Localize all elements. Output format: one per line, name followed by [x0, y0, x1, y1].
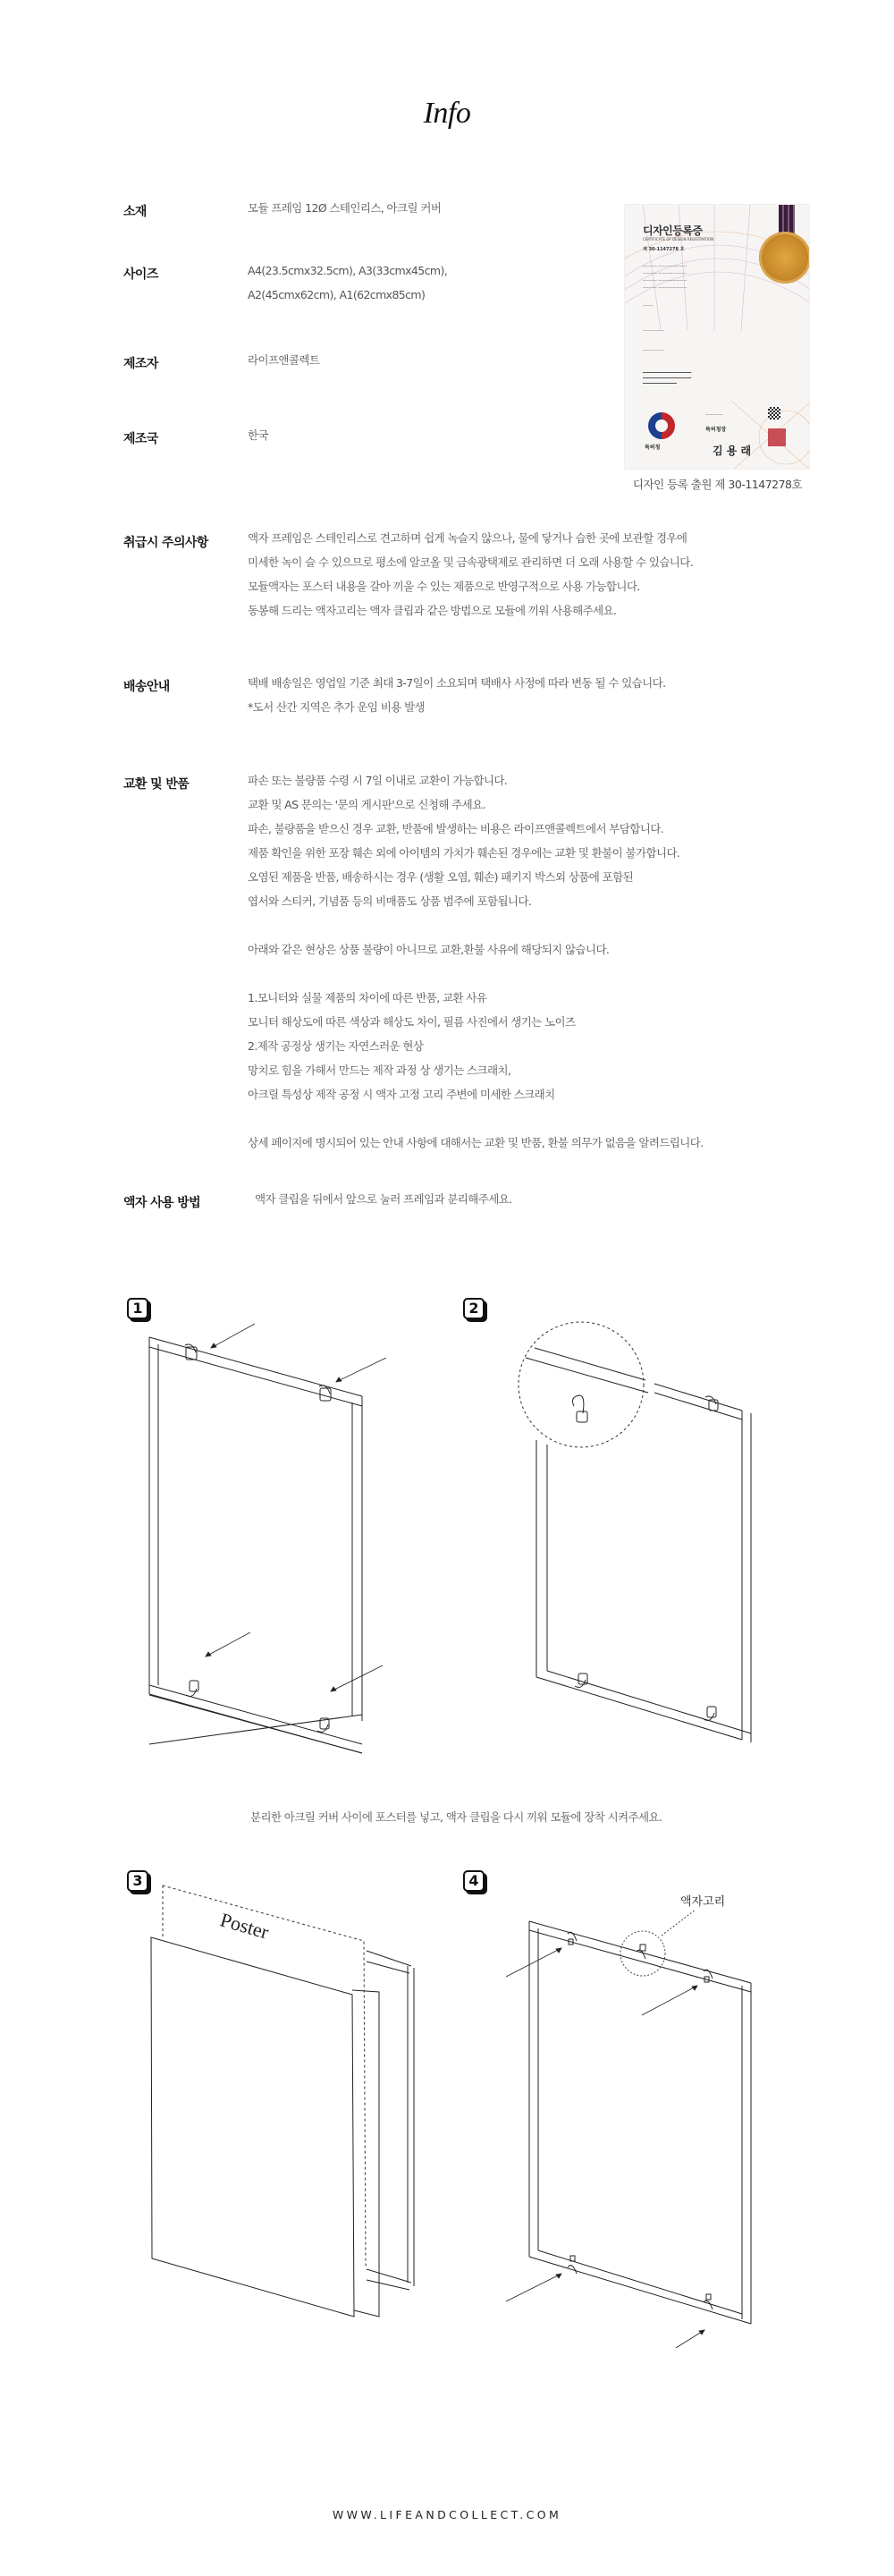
step-1-badge: 1	[127, 1298, 148, 1319]
spec-label-size: 사이즈	[123, 267, 158, 282]
certificate-heading: 디자인등록증	[643, 225, 703, 237]
section-label-shipping: 배송안내	[123, 680, 170, 694]
poster-insert-illustration	[107, 1860, 429, 2361]
certificate-issuer: 특허청	[645, 445, 661, 451]
spec-label-manufacturer: 제조자	[123, 357, 158, 371]
step-1-diagram	[107, 1279, 411, 1780]
footer-website-link[interactable]: WWW.LIFEANDCOLLECT.COM	[332, 2508, 562, 2521]
certificate-signature: 김 용 래	[713, 445, 752, 457]
spec-value-size: A4(23.5cmx32.5cm), A3(33cmx45cm), A2(45cmx62cm), A1(62cmx85cm)	[248, 264, 448, 301]
kipo-logo-icon	[648, 412, 675, 439]
step-4-badge: 4	[463, 1870, 485, 1892]
clip-detail-illustration	[447, 1279, 769, 1780]
section-text-handling: 액자 프레임은 스테인리스로 견고하며 쉽게 녹슬지 않으나, 물에 닿거나 습한 곳에 보관할 경우에 미세한 녹이 슬 수 있으므로 평소에 알코올 및 금속광택제로 관리하면 더 오래 사용할 수 있습니다. 모듈액자는 포스터 내용을 갈아 끼울 수 있는 제품으로 반영구적으로 사용 가능합니다. 동봉해 드리는 액자고리는 액자 클립과 같은 방법으로 모듈에 끼워 사용해주세요.	[248, 531, 694, 617]
design-registration-certificate: 디자인등록증 CERTIFICATE OF DESIGN REGISTRATION 제 30-1147278 호 ———— ———————— ———— ———————— ———— ———————— ———— ———————— ——— —————— —————— ━━━━━━━━━━━━━━━━━━━━ ━━━━━━━━━━━━━━━━━━━━ ━━━━━━━━━━━━━━ 특허청 ————— 특허청장 김 용 래	[624, 204, 810, 470]
frame-clip-removal-illustration	[107, 1279, 411, 1780]
frame-with-hook-illustration	[447, 1860, 769, 2361]
step-3-badge: 3	[127, 1870, 148, 1892]
spec-value-country: 한국	[248, 428, 268, 442]
certificate-registration-no: 제 30-1147278 호	[643, 247, 685, 252]
step-3-4-caption: 분리한 아크릴 커버 사이에 포스터를 넣고, 액자 클립을 다시 끼워 모듈에 장착 시켜주세요.	[250, 1810, 662, 1824]
official-stamp-icon	[768, 428, 786, 446]
hook-label: 액자고리	[680, 1895, 726, 1909]
page-title: Info	[423, 97, 471, 130]
step-2-badge: 2	[463, 1298, 485, 1319]
step-4-diagram	[447, 1860, 769, 2361]
section-text-shipping: 택배 배송일은 영업일 기준 최대 3-7일이 소요되며 택배사 사정에 따라 변동 될 수 있습니다. *도서 산간 지역은 추가 운임 비용 발생	[248, 676, 666, 714]
certificate-date: —————	[705, 412, 723, 417]
certificate-commissioner: 특허청장	[705, 427, 727, 433]
spec-label-country: 제조국	[123, 432, 158, 446]
gold-seal-icon	[759, 232, 810, 284]
spec-value-manufacturer: 라이프앤콜렉트	[248, 353, 320, 367]
zoom-circle	[519, 1322, 644, 1447]
certificate-subheading: CERTIFICATE OF DESIGN REGISTRATION	[643, 237, 714, 242]
section-label-handling: 취급시 주의사항	[123, 536, 208, 550]
certificate-statement: ━━━━━━━━━━━━━━━━━━━━ ━━━━━━━━━━━━━━━━━━━━ ━━━━━━━━━━━━━━	[643, 371, 692, 386]
qr-code-icon	[768, 407, 780, 419]
section-label-usage: 액자 사용 방법	[123, 1196, 201, 1210]
spec-label-material: 소재	[123, 205, 147, 219]
certificate-caption: 디자인 등록 출원 제 30-1147278호	[632, 478, 803, 491]
section-text-returns: 파손 또는 불량품 수령 시 7일 이내로 교환이 가능합니다. 교환 및 AS 문의는 '문의 게시판'으로 신청해 주세요. 파손, 불량품을 받으신 경우 교환, 반품에 발생하는 비용은 라이프앤콜렉트에서 부담합니다. 제품 확인을 위한 포장 훼손 외에 아이템의 가치가 훼손된 경우에는 교환 및 환불이 불가합니다. 오염된 제품을 반품, 배송하시는 경우 (생활 오염, 훼손) 패키지 박스외 상품에 포함된 엽서와 스티커, 기념품 등의 비매품도 상품 범주에 포함됩니다. 아래와 같은 현상은 상품 불량이 아니므로 교환,환불 사유에 해당되지 않습니다. 1.모니터와 실물 제품의 차이에 따른 반품, 교환 사유 모니터 해상도에 따른 색상과 해상도 차이, 필름 사진에서 생기는 노이즈 2.제작 공정상 생기는 자연스러운 현상 망치로 힘을 가해서 만드는 제작 과정 상 생기는 스크래치, 아크릴 특성상 제작 공정 시 액자 고정 고리 주변에 미세한 스크래치 상세 페이지에 명시되어 있는 안내 사항에 대해서는 교환 및 반품, 환불 의무가 없음을 알려드립니다.	[248, 774, 704, 1149]
section-text-usage: 액자 클립을 뒤에서 앞으로 눌러 프레임과 분리해주세요.	[255, 1192, 512, 1206]
step-2-diagram	[447, 1279, 769, 1780]
step-3-diagram	[107, 1860, 429, 2361]
spec-value-material: 모듈 프레임 12Ø 스테인리스, 아크릴 커버	[248, 201, 442, 215]
poster-label: Poster	[217, 1908, 272, 1944]
section-label-returns: 교환 및 반품	[123, 777, 190, 792]
